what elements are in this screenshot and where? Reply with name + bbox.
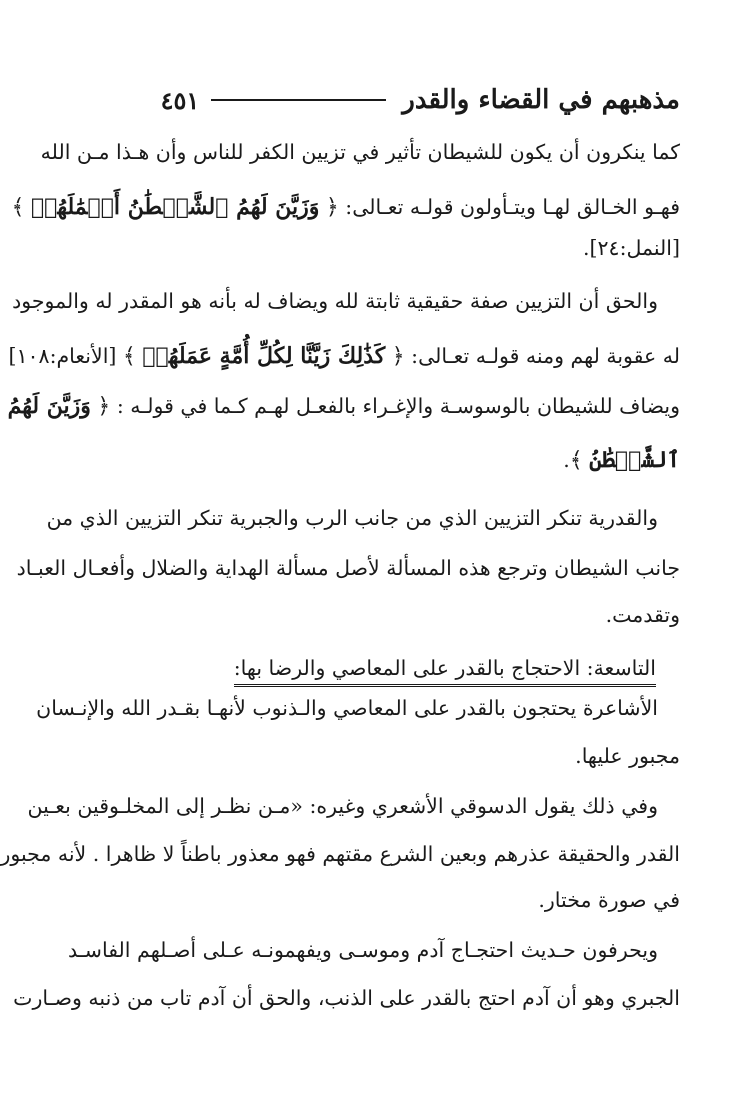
ornate-bracket-open: ﴿ bbox=[325, 195, 339, 220]
quran-verse: كَذَٰلِكَ زَيَّنَّا لِكُلِّ أُمَّةٍ عَمَلَهُمۡ bbox=[142, 343, 386, 369]
page-number: ٤٥١ bbox=[160, 85, 200, 115]
header-rule bbox=[211, 99, 386, 101]
quran-verse: وَزَيَّنَ لَهُمُ ٱلشَّيۡطَٰنُ أَعۡمَٰلَهُمۡ bbox=[30, 194, 320, 220]
text-line: ٱلشَّيۡطَٰنُ ﴾. bbox=[563, 447, 680, 473]
text-line: في صورة مختار. bbox=[538, 888, 680, 912]
text-line: الجبري وهو أن آدم احتج بالقدر على الذنب، والحق أن آدم تاب من ذنبه وصـارت bbox=[13, 986, 680, 1010]
chapter-title: مذهبهم في القضاء والقدر bbox=[402, 85, 680, 115]
citation: [الأنعام:١٠٨] bbox=[8, 344, 117, 368]
text-line: والقدرية تنكر التزيين الذي من جانب الرب والجبرية تنكر التزيين الذي من bbox=[46, 506, 658, 530]
text-line: فهـو الخـالق لهـا ويتـأولون قولـه تعـالى: ﴿ وَزَيَّنَ لَهُمُ ٱلشَّيۡطَٰنُ أَعۡمَٰلَهُمۡ ﴾ bbox=[11, 194, 680, 220]
ornate-bracket-open: ﴿ bbox=[391, 344, 405, 369]
text-line: الأشاعرة يحتجون بالقدر على المعاصي والـذنوب لأنهـا بقـدر الله والإنـسان bbox=[36, 696, 658, 720]
text-line: مجبور عليها. bbox=[575, 744, 680, 768]
text-line: كما ينكرون أن يكون للشيطان تأثير في تزيين الكفر للناس وأن هـذا مـن الله bbox=[40, 140, 680, 164]
text-line: والحق أن التزيين صفة حقيقية ثابتة لله ويضاف له بأنه هو المقدر له والموجود bbox=[12, 289, 658, 313]
section-subheading: التاسعة: الاحتجاج بالقدر على المعاصي والرضا بها: bbox=[234, 648, 680, 688]
ornate-bracket-close: ﴾ bbox=[122, 344, 136, 369]
ornate-bracket-close: ﴾ bbox=[569, 448, 583, 473]
text-line: له عقوبة لهم ومنه قولـه تعـالى: ﴿ كَذَٰلِكَ زَيَّنَّا لِكُلِّ أُمَّةٍ عَمَلَهُمۡ ﴾ [الأنعام:١٠٨] bbox=[8, 343, 680, 369]
text-line: ويحرفون حـديث احتجـاج آدم وموسـى ويفهمونـه عـلى أصـلهم الفاسـد bbox=[68, 938, 658, 962]
text-line: ويضاف للشيطان بالوسوسـة والإغـراء بالفعـل لهـم كـما في قولـه : ﴿ وَزَيَّنَ لَهُمُ bbox=[7, 393, 680, 419]
text-line: وتقدمت. bbox=[605, 603, 680, 627]
text-line: وفي ذلك يقول الدسوقي الأشعري وغيره: «مـن نظـر إلى المخلـوقين بعـين bbox=[27, 794, 658, 818]
ornate-bracket-open: ﴿ bbox=[97, 394, 111, 419]
ornate-bracket-close: ﴾ bbox=[11, 195, 25, 220]
citation: [النمل:٢٤]. bbox=[583, 236, 680, 260]
running-header bbox=[80, 78, 680, 122]
quran-verse: ٱلشَّيۡطَٰنُ bbox=[589, 447, 680, 473]
text-line bbox=[68, 228, 680, 268]
quran-verse: وَزَيَّنَ لَهُمُ bbox=[7, 393, 91, 419]
text-line: القدر والحقيقة عذرهم وبعين الشرع مقتهم فهو معذور باطناً لا ظاهرا . لأنه مجبور bbox=[0, 842, 680, 866]
text-line: جانب الشيطان وترجع هذه المسألة لأصل مسألة الهداية والضلال وأفعـال العبـاد bbox=[16, 556, 680, 580]
